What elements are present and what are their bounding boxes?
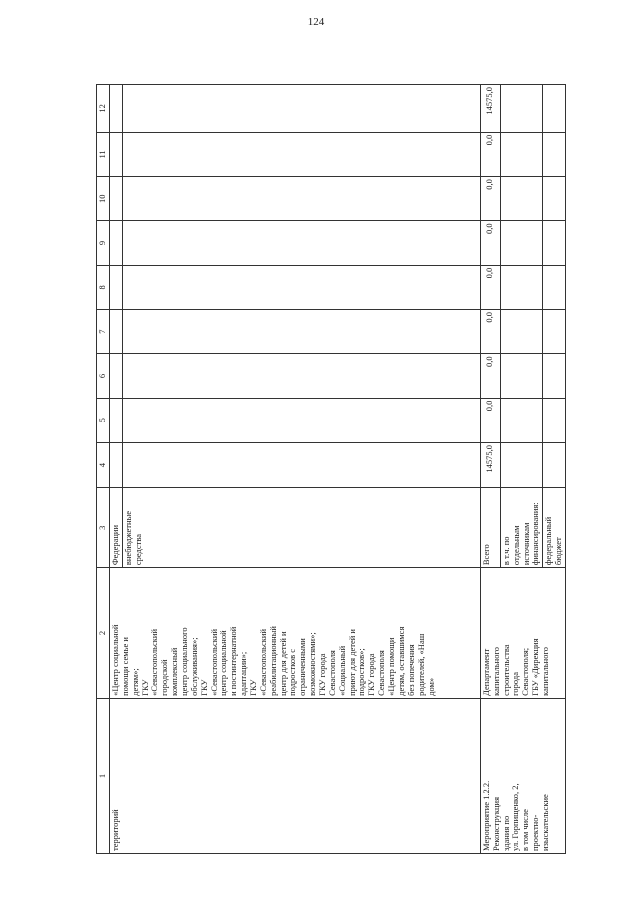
value-cell: [110, 177, 123, 221]
cell-line: Реконструкция: [490, 796, 501, 851]
value-cell: [543, 442, 566, 487]
cell-line: средства: [132, 533, 143, 566]
value-cell: 0,0: [480, 132, 500, 176]
cell-line: источникам: [520, 522, 531, 566]
cell-line: «Центр социальной: [110, 624, 120, 696]
value-cell: 14575,0: [480, 85, 500, 133]
cell-line: помощи семье и: [119, 637, 130, 696]
cell-line: ГКУ: [139, 679, 150, 696]
cell-line: Севастополя;: [520, 647, 531, 696]
value-cell: [110, 132, 123, 176]
source-cell: [543, 488, 566, 568]
value-cell: [122, 85, 480, 133]
cell-line: Севастополя: [376, 650, 387, 696]
value-cell: [543, 177, 566, 221]
cell-line: ул. Горпищенко, 2,: [510, 783, 521, 851]
value-cell: 0,0: [480, 398, 500, 442]
cell-line: капитального: [490, 647, 501, 696]
cell-line: приют для детей и: [346, 629, 357, 696]
value-cell: [500, 85, 542, 133]
cell-line: центр для детей и: [277, 631, 288, 696]
value-cell: [543, 265, 566, 309]
cell-line: «Севастопольский: [257, 628, 268, 696]
column-number: 6: [97, 354, 110, 398]
value-cell: 0,0: [480, 354, 500, 398]
value-cell: [543, 354, 566, 398]
value-cell: [110, 442, 123, 487]
value-cell: [500, 177, 542, 221]
value-cell: [543, 221, 566, 265]
table-row: [110, 85, 123, 854]
cell-line: «Севастопольский: [208, 628, 219, 696]
cell-line: «Севастопольский: [149, 628, 160, 696]
cell-line: комплексный: [169, 647, 180, 696]
value-cell: [110, 398, 123, 442]
column-number: 11: [97, 132, 110, 176]
cell-line: ограниченными: [297, 638, 308, 696]
cell-line: подростков с: [287, 648, 298, 696]
value-cell: 0,0: [480, 265, 500, 309]
cell-line: без попечения: [405, 644, 416, 696]
column-number: 5: [97, 398, 110, 442]
column-number: 4: [97, 442, 110, 487]
measure-name-cell: территорий: [110, 698, 481, 853]
column-number: 7: [97, 310, 110, 354]
value-cell: [543, 310, 566, 354]
value-cell: [543, 85, 566, 133]
cell-line: реабилитационный: [267, 626, 278, 696]
value-cell: [110, 85, 123, 133]
cell-line: федеральный: [543, 516, 554, 566]
cell-line: Мероприятие 1.2.2.: [480, 780, 491, 851]
cell-line: в том числе: [520, 809, 531, 851]
source-cell: [500, 488, 542, 568]
page-number: 124: [307, 16, 325, 28]
value-cell: [110, 310, 123, 354]
cell-line: «Социальный: [336, 645, 347, 696]
value-cell: [122, 398, 480, 442]
cell-line: ГКУ города: [317, 653, 328, 696]
value-cell: [122, 442, 480, 487]
cell-line: адаптации»;: [238, 651, 249, 696]
cell-line: отдельным: [510, 525, 521, 566]
cell-line: ГКУ: [198, 679, 209, 696]
cell-line: изыскательские: [540, 794, 550, 851]
column-number: 1: [97, 698, 110, 853]
measure-name-cell: [480, 698, 565, 853]
cell-line: строительства: [500, 644, 511, 696]
cell-line: в т.ч. по: [500, 536, 511, 566]
table-row: [480, 85, 500, 854]
column-number: 10: [97, 177, 110, 221]
cell-line: здания по: [500, 815, 511, 851]
cell-line: центр социального: [179, 627, 190, 696]
value-cell: [500, 132, 542, 176]
value-cell: [122, 177, 480, 221]
column-number: 8: [97, 265, 110, 309]
source-cell: Федерации: [110, 488, 123, 568]
cell-line: Департамент: [480, 648, 491, 696]
value-cell: [122, 132, 480, 176]
cell-line: подростков»;: [356, 648, 367, 696]
value-cell: [500, 442, 542, 487]
value-cell: [500, 265, 542, 309]
cell-line: проектно-: [530, 814, 541, 851]
value-cell: [500, 310, 542, 354]
cell-line: «Центр помощи: [386, 637, 397, 696]
cell-line: ГКУ города: [366, 653, 377, 696]
financing-table: [96, 84, 566, 854]
cell-line: центр социальной: [218, 630, 229, 696]
column-number: 9: [97, 221, 110, 265]
cell-line: детям»;: [129, 668, 140, 696]
value-cell: [122, 354, 480, 398]
rotated-table-container: [96, 84, 566, 854]
column-number: 2: [97, 568, 110, 699]
cell-line: бюджет: [553, 537, 564, 566]
executor-cell: [110, 568, 481, 699]
cell-line: и постинтернатной: [228, 626, 239, 696]
value-cell: [543, 132, 566, 176]
value-cell: 14575,0: [480, 442, 500, 487]
value-cell: [543, 398, 566, 442]
value-cell: [500, 221, 542, 265]
cell-line: финансирования:: [530, 502, 541, 566]
value-cell: [122, 221, 480, 265]
value-cell: [110, 265, 123, 309]
cell-line: Севастополя: [326, 650, 337, 696]
cell-line: детям, оставшимся: [395, 626, 406, 696]
cell-line: Всего: [480, 544, 491, 566]
cell-line: капитального: [540, 647, 550, 696]
value-cell: [500, 354, 542, 398]
cell-line: возможностями»;: [307, 632, 318, 696]
value-cell: [500, 398, 542, 442]
cell-line: внебюджетные: [122, 510, 133, 566]
header-row: [97, 85, 110, 854]
cell-line: дом»: [425, 677, 436, 696]
value-cell: [122, 265, 480, 309]
column-number: 12: [97, 85, 110, 133]
cell-line: родителей, «Наш: [415, 633, 426, 696]
value-cell: 0,0: [480, 177, 500, 221]
value-cell: 0,0: [480, 310, 500, 354]
cell-line: ГКУ: [248, 679, 259, 696]
cell-line: ГБУ «Дирекция: [530, 638, 541, 696]
value-cell: [110, 221, 123, 265]
source-cell: [480, 488, 500, 568]
value-cell: [110, 354, 123, 398]
value-cell: 0,0: [480, 221, 500, 265]
source-cell: [122, 488, 480, 568]
cell-line: города: [510, 671, 521, 696]
executor-cell: [480, 568, 565, 699]
value-cell: [122, 310, 480, 354]
cell-line: городской: [159, 659, 170, 696]
column-number: 3: [97, 488, 110, 568]
cell-line: обслуживания»;: [188, 637, 199, 696]
